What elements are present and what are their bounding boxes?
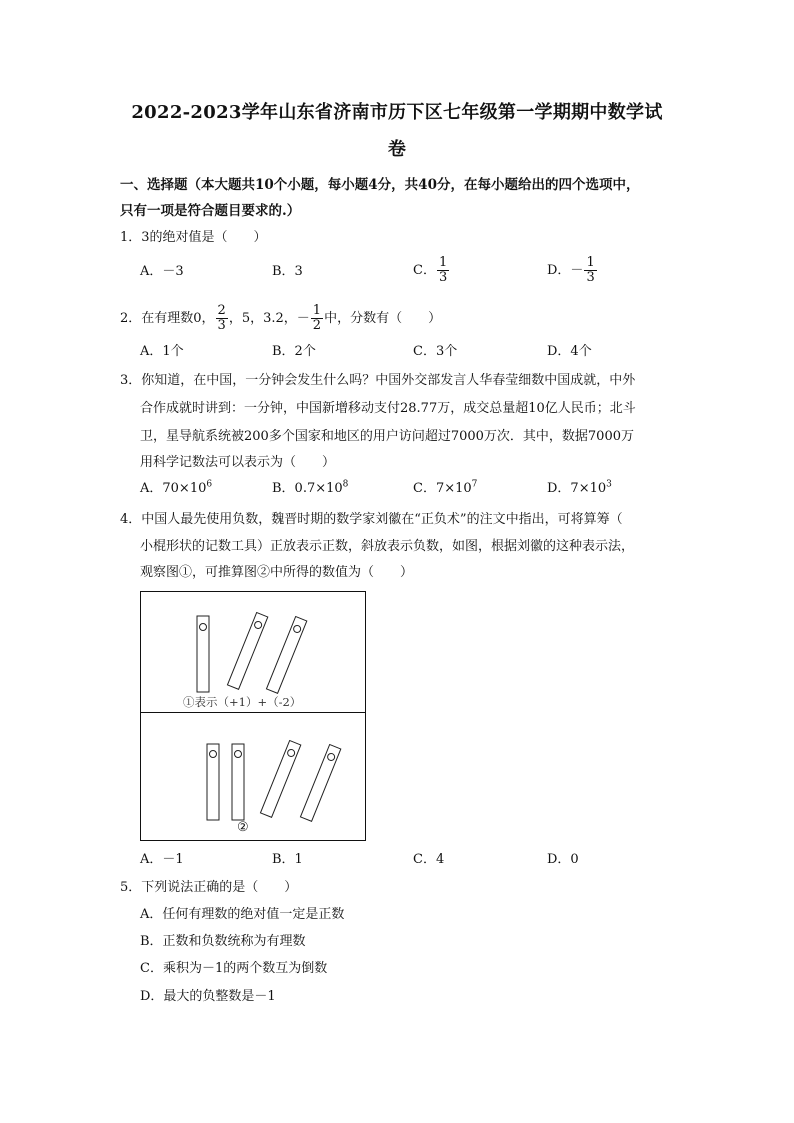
counting-rods-drawing (141, 592, 367, 842)
question-3-line2: 合作成就时讲到：一分钟，中国新增移动支付28.77万，成交总量超10亿人民币；北斗 (140, 401, 636, 416)
question-4-line1: 4．中国人最先使用负数，魏晋时期的数学家刘徽在“正负术”的注文中指出，可将算筹（ (120, 512, 623, 527)
question-1-options (140, 255, 680, 286)
rod-slanted (266, 617, 306, 694)
fraction: $\frac{2}{3}$ (217, 303, 226, 333)
question-2-options (140, 340, 680, 366)
rod-upright (197, 616, 209, 692)
q2-option-c: C．3个 (413, 344, 458, 359)
rod-slanted (227, 613, 267, 690)
question-3-line1: 3．你知道，在中国，一分钟会发生什么吗？中国外交部发言人华春莹细数中国成就，中外 (120, 373, 636, 388)
page-title-line2: 卷 (387, 139, 407, 160)
q3-option-b: B．$0.7\times 10^8$ (272, 479, 349, 496)
rod-upright (232, 744, 244, 820)
question-1-stem: 1．3的绝对值是（ ） (120, 230, 267, 245)
q1-option-d: D．－ $\frac{1}{3}$ (547, 255, 595, 285)
q2-option-b: B．2个 (272, 344, 316, 359)
fraction: $\frac{1}{3}$ (438, 255, 448, 285)
question-3-options (140, 477, 680, 503)
q2-option-a: A．1个 (140, 344, 184, 359)
q2-option-d: D．4个 (547, 344, 592, 359)
q4-option-b: B．1 (272, 852, 303, 867)
q5-option-b: B．正数和负数统称为有理数 (140, 934, 306, 949)
q1-option-c: C． $\frac{1}{3}$ (413, 255, 448, 285)
rod-slanted (300, 745, 340, 822)
q3-option-c: C．$7\times 10^7$ (413, 479, 478, 496)
q4-option-c: C．4 (413, 852, 445, 867)
fraction: $\frac{1}{3}$ (586, 255, 595, 285)
page-title-line1: 2022-2023学年山东省济南市历下区七年级第一学期期中数学试 (131, 102, 663, 123)
question-4-options (140, 848, 680, 874)
question-5-stem: 5．下列说法正确的是（ ） (120, 880, 298, 895)
rod-upright (207, 744, 219, 820)
q5-option-a: A．任何有理数的绝对值一定是正数 (140, 907, 345, 922)
question-3-line4: 用科学记数法可以表示为（ ） (140, 455, 336, 470)
question-2-stem: 2．在有理数0， $\frac{2}{3}$ ，5，3.2，－ $\frac{1}{2}$ 中，分数有（ ） (120, 303, 442, 333)
q5-option-c: C．乘积为－1的两个数互为倒数 (140, 961, 328, 976)
question-4-line2: 小棍形状的记数工具）正放表示正数，斜放表示负数，如图，根据刘徽的这种表示法， (140, 539, 635, 554)
q5-option-d: D．最大的负整数是－1 (140, 989, 276, 1004)
question-3-line3: 卫，星导航系统被200多个国家和地区的用户访问超过7000万次．其中，数据7000万 (140, 429, 634, 444)
fraction: $\frac{1}{2}$ (312, 303, 322, 333)
q4-option-d: D．0 (547, 852, 579, 867)
q1-option-a: A．－3 (140, 264, 184, 279)
section-heading-line1: 一、选择题（本大题共10个小题，每小题4分，共40分，在每小题给出的四个选项中， (120, 177, 640, 193)
q1-option-b: B．3 (272, 264, 303, 279)
figure-caption-1: ①表示（+1）+（-2） (183, 695, 302, 709)
q3-option-d: D．$7\times 10^3$ (547, 479, 612, 496)
question-4-line3: 观察图①，可推算图②中所得的数值为（ ） (140, 565, 414, 580)
figure-caption-2: ② (237, 820, 249, 835)
section-heading-line2: 只有一项是符合题目要求的.） (120, 203, 301, 219)
q3-option-a: A．$70\times 10^6$ (140, 479, 213, 496)
q4-option-a: A．－1 (140, 852, 184, 867)
rod-slanted (260, 741, 300, 818)
counting-rods-figure (140, 591, 366, 841)
